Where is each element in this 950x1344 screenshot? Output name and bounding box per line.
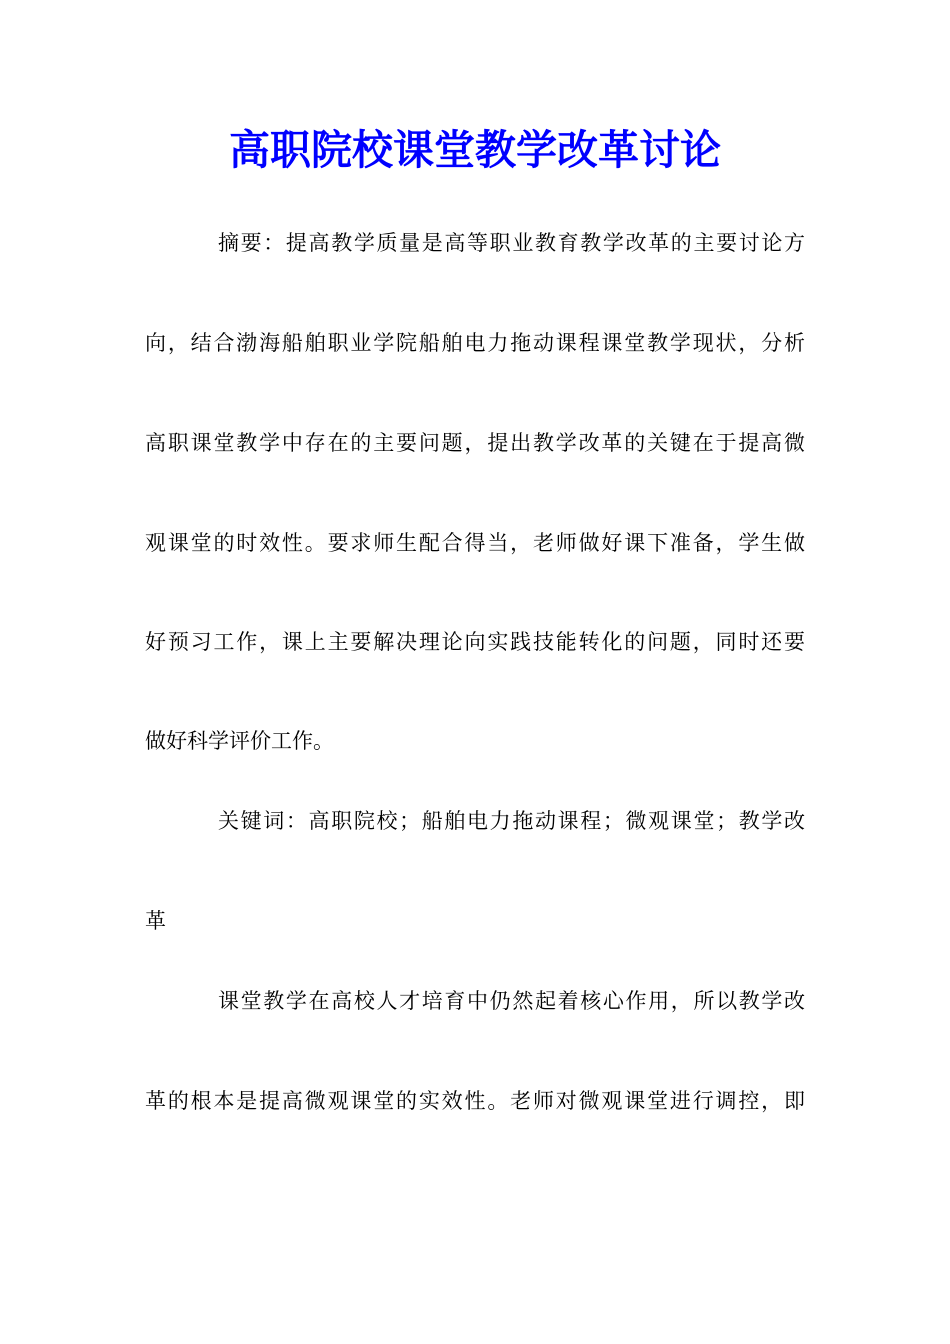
abstract-line-3: 高职课堂教学中存在的主要问题，提出教学改革的关键在于提高微 <box>145 431 805 455</box>
keywords-line-1: 关键词：高职院校；船舶电力拖动课程；微观课堂；教学改 <box>218 809 805 833</box>
abstract-line-6: 做好科学评价工作。 <box>145 729 334 753</box>
body-line-1: 课堂教学在高校人才培育中仍然起着核心作用，所以教学改 <box>218 989 805 1013</box>
abstract-line-1: 摘要：提高教学质量是高等职业教育教学改革的主要讨论方 <box>218 231 805 255</box>
abstract-line-5: 好预习工作，课上主要解决理论向实践技能转化的问题，同时还要 <box>145 630 805 654</box>
document-title: 高职院校课堂教学改革讨论 <box>229 126 721 174</box>
keywords-line-2: 革 <box>145 909 166 933</box>
abstract-line-2: 向，结合渤海船舶职业学院船舶电力拖动课程课堂教学现状，分析 <box>145 331 805 355</box>
abstract-line-4: 观课堂的时效性。要求师生配合得当，老师做好课下准备，学生做 <box>145 531 805 555</box>
body-line-2: 革的根本是提高微观课堂的实效性。老师对微观课堂进行调控，即 <box>145 1089 805 1113</box>
